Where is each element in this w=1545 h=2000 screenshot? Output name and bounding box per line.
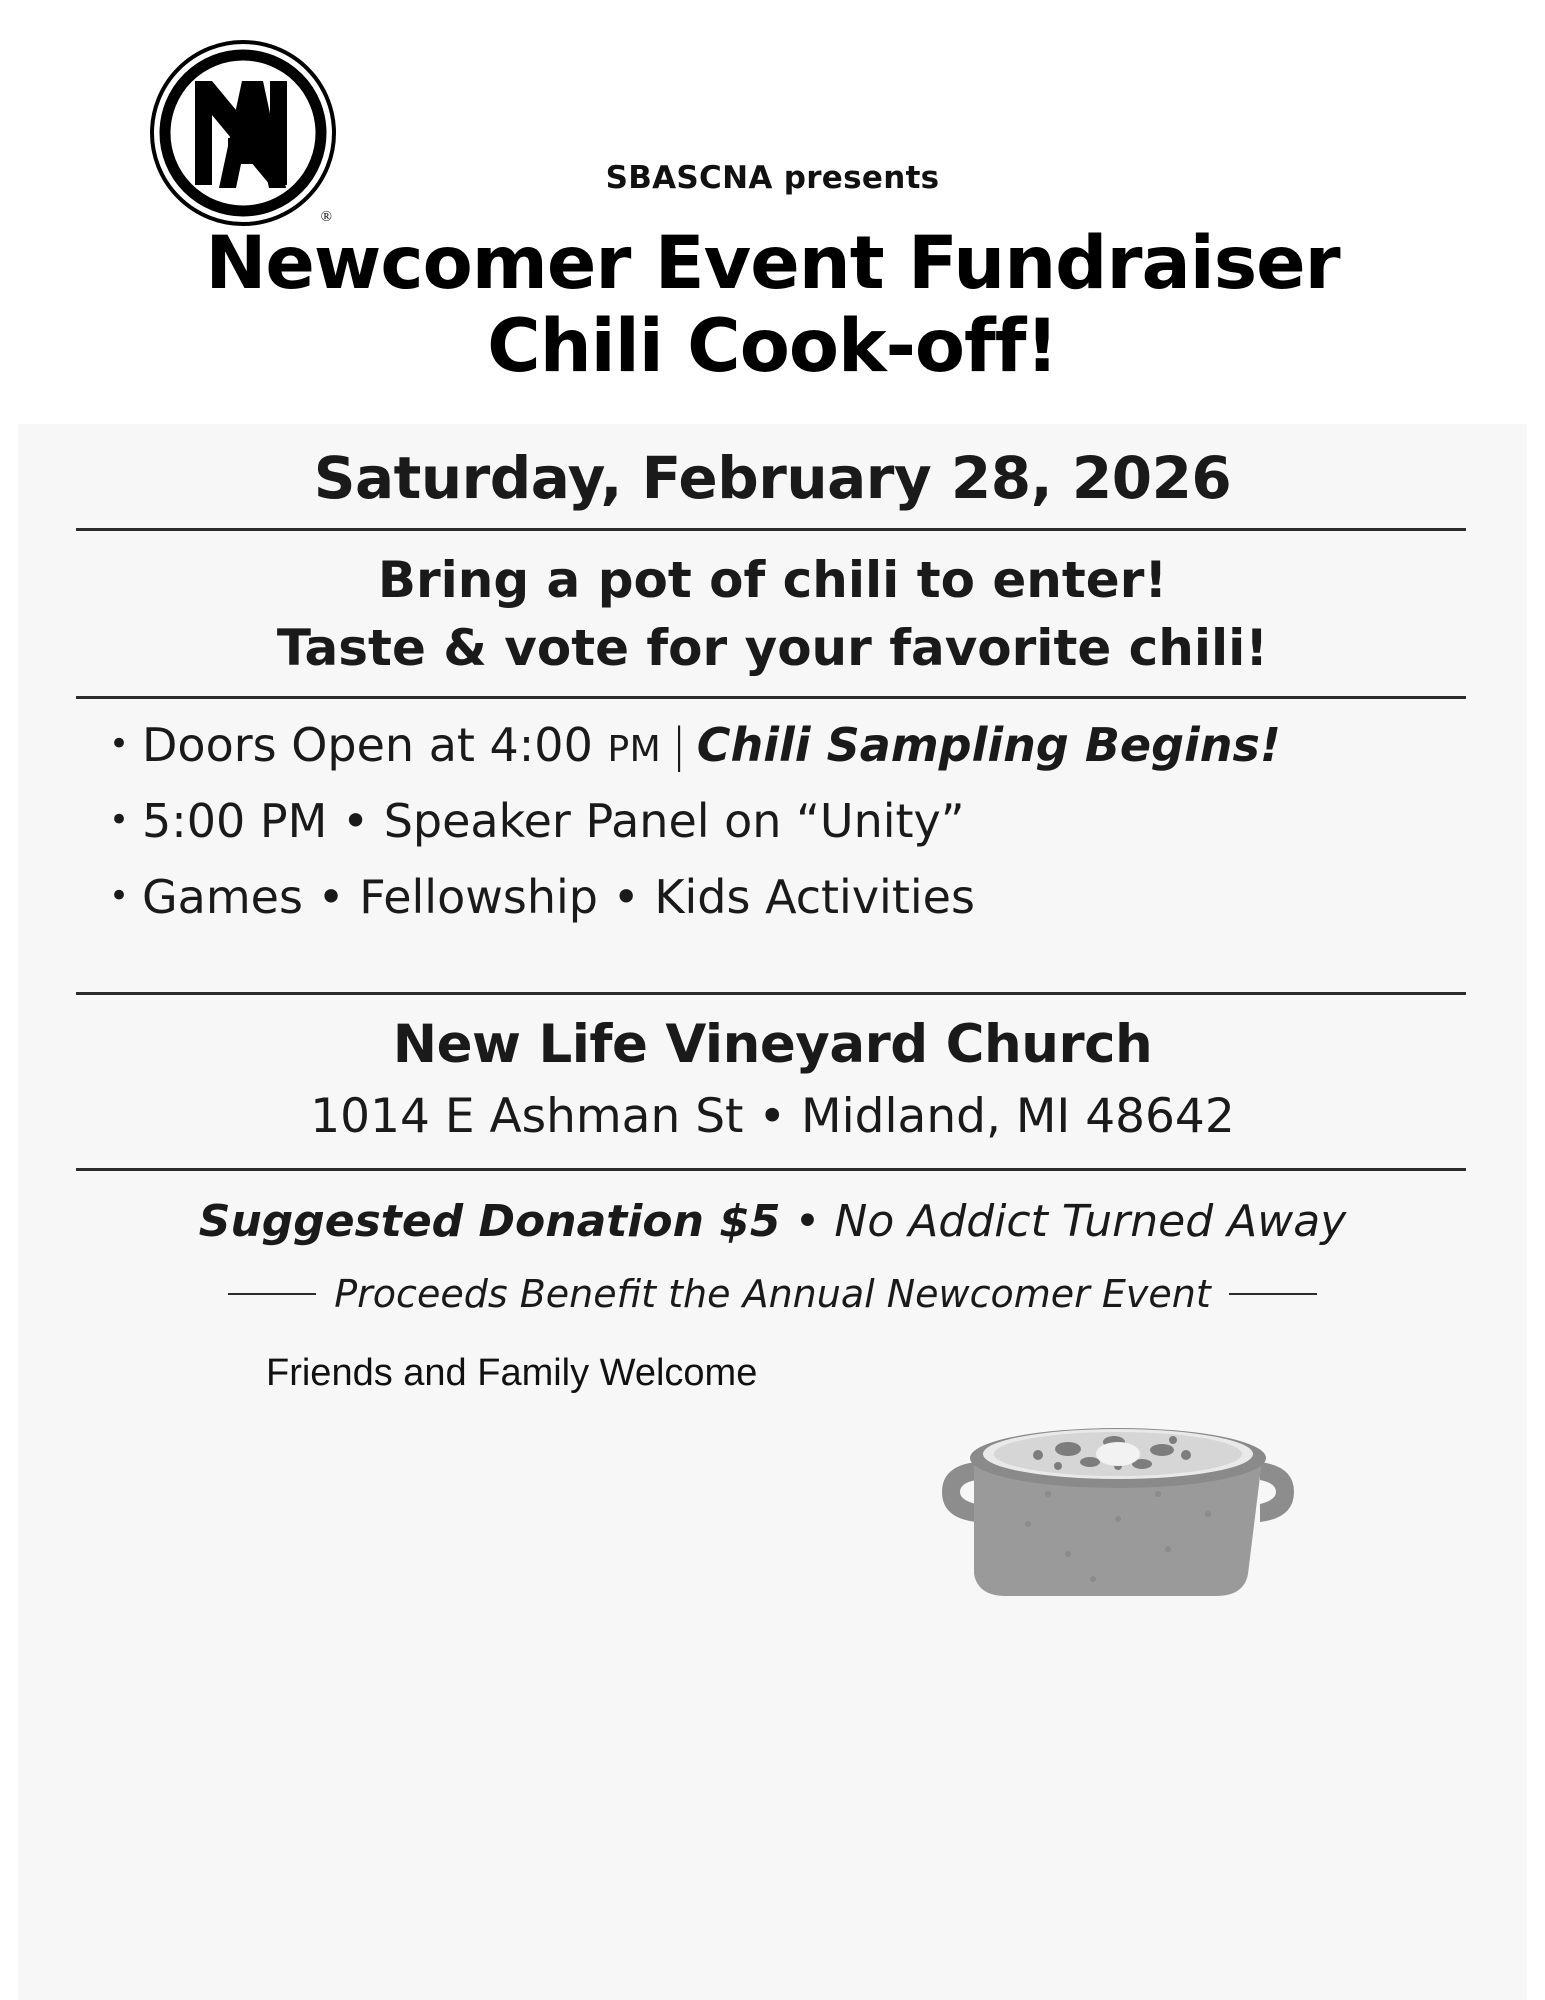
bullet-icon: • (108, 800, 130, 840)
divider-3 (76, 992, 1466, 995)
proceeds-rule-right (1229, 1293, 1317, 1295)
schedule-item-3: Games • Fellowship • Kids Activities (142, 870, 975, 924)
bullet-icon: • (108, 724, 130, 764)
na-logo (148, 38, 338, 228)
list-item (96, 718, 1456, 772)
schedule-list (96, 718, 1456, 946)
schedule-item-1-meridiem: PM (607, 729, 662, 770)
venue-name: New Life Vineyard Church (392, 1014, 1153, 1075)
na-logo-icon (148, 38, 338, 228)
registered-mark: ® (320, 209, 332, 225)
schedule-item-1-main: Doors Open at 4:00 (142, 718, 608, 772)
details-panel (18, 424, 1527, 2000)
donation-note: • No Addict Turned Away (780, 1196, 1347, 1247)
schedule-item-1 (142, 718, 1456, 772)
schedule-item-2: 5:00 PM • Speaker Panel on “Unity” (142, 794, 965, 848)
divider-2 (76, 696, 1466, 699)
list-item (96, 870, 1456, 924)
divider-1 (76, 528, 1466, 531)
venue-address: 1014 E Ashman St • Midland, MI 48642 (310, 1089, 1235, 1144)
proceeds-row (78, 1272, 1467, 1316)
chili-pot-illustration (918, 1354, 1318, 1604)
list-item (96, 794, 1456, 848)
welcome-text: Friends and Family Welcome (266, 1352, 758, 1394)
page-title (0, 222, 1545, 388)
venue-info (18, 1014, 1527, 1144)
event-date: Saturday, February 28, 2026 (313, 444, 1232, 512)
call-to-action (18, 546, 1527, 682)
donation-line (18, 1196, 1527, 1247)
call-line-2: Taste & vote for your favorite chili! (276, 619, 1269, 677)
donation-amount: Suggested Donation $5 (198, 1196, 781, 1247)
presents-line: SBASCNA presents (605, 160, 940, 196)
title-line-1: Newcomer Event Fundraiser (205, 221, 1340, 306)
schedule-item-1-emphasis: Chili Sampling Begins! (696, 718, 1281, 772)
call-line-1: Bring a pot of chili to enter! (377, 551, 1168, 609)
proceeds-rule-left (228, 1293, 316, 1295)
title-line-2: Chili Cook-off! (487, 304, 1058, 390)
schedule-item-1-divider: | (671, 718, 687, 772)
bullet-icon: • (108, 876, 130, 916)
divider-4 (76, 1168, 1466, 1171)
proceeds-text: Proceeds Benefit the Annual Newcomer Event (334, 1272, 1211, 1316)
chili-pot-icon (918, 1354, 1318, 1604)
